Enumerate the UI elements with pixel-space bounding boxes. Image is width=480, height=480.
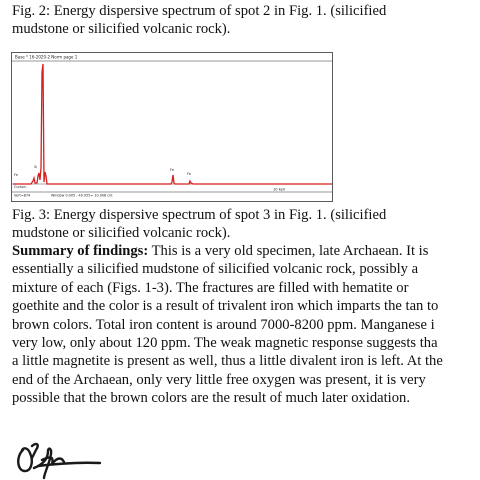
figure-3-caption: Fig. 3: Energy dispersive spectrum of spot 3 in Fig. 1. (silicified mudstone or silicified volcanic rock). bbox=[12, 207, 387, 241]
summary-text-line: goethite and the color is a result of trivalent iron which imparts the tan to bbox=[12, 298, 439, 315]
peak-label-fe-2: Fe bbox=[170, 168, 175, 172]
spectrum-window-label: Window 0.005 - 40.955= 10.008 cnt bbox=[51, 193, 113, 198]
summary-heading: Summary of findings: bbox=[12, 243, 149, 259]
summary-text-line: end of the Archaean, only very little free oxygen was present, it is very bbox=[12, 371, 426, 388]
figure-2-caption: Fig. 2: Energy dispersive spectrum of spot 2 in Fig. 1. (silicified mudstone or silicified volcanic rock). bbox=[12, 3, 387, 37]
spectrum-vert-label: Vert=874 bbox=[14, 193, 31, 198]
summary-text-line: very low, only about 120 ppm. The weak magnetic response suggests tha bbox=[12, 335, 438, 352]
peak-label-fe-3: Fe bbox=[187, 172, 192, 176]
spectrum-header: Base * 16-2020-2 Norm page 1 bbox=[15, 54, 78, 60]
handwritten-signature bbox=[14, 436, 104, 480]
spectrum-cursor-label: Cursor:- bbox=[14, 185, 28, 189]
spectrum-axis-label: 10 keV bbox=[273, 187, 286, 192]
peak-label-si: Si bbox=[34, 165, 38, 169]
peak-label-fe-1: Fe bbox=[14, 173, 19, 177]
eds-spectrum-figure bbox=[11, 52, 333, 202]
summary-text-line: a little magnetite is present as well, thus a little divalent iron is left. At the bbox=[12, 353, 443, 370]
summary-text-line: possible that the brown colors are the result of much later oxidation. bbox=[12, 390, 410, 407]
summary-text-line: mixture of each (Figs. 1-3). The fractures are filled with hematite or bbox=[12, 279, 409, 296]
summary-text-line: This is a very old specimen, late Archaean. It is bbox=[148, 243, 429, 259]
summary-paragraph bbox=[12, 242, 480, 408]
summary-text-line: brown colors. Total iron content is around 7000-8200 ppm. Manganese i bbox=[12, 316, 435, 333]
summary-text-line: essentially a silicified mudstone of silicified volcanic rock, possibly a bbox=[12, 261, 419, 278]
summary-line-1 bbox=[12, 242, 480, 260]
